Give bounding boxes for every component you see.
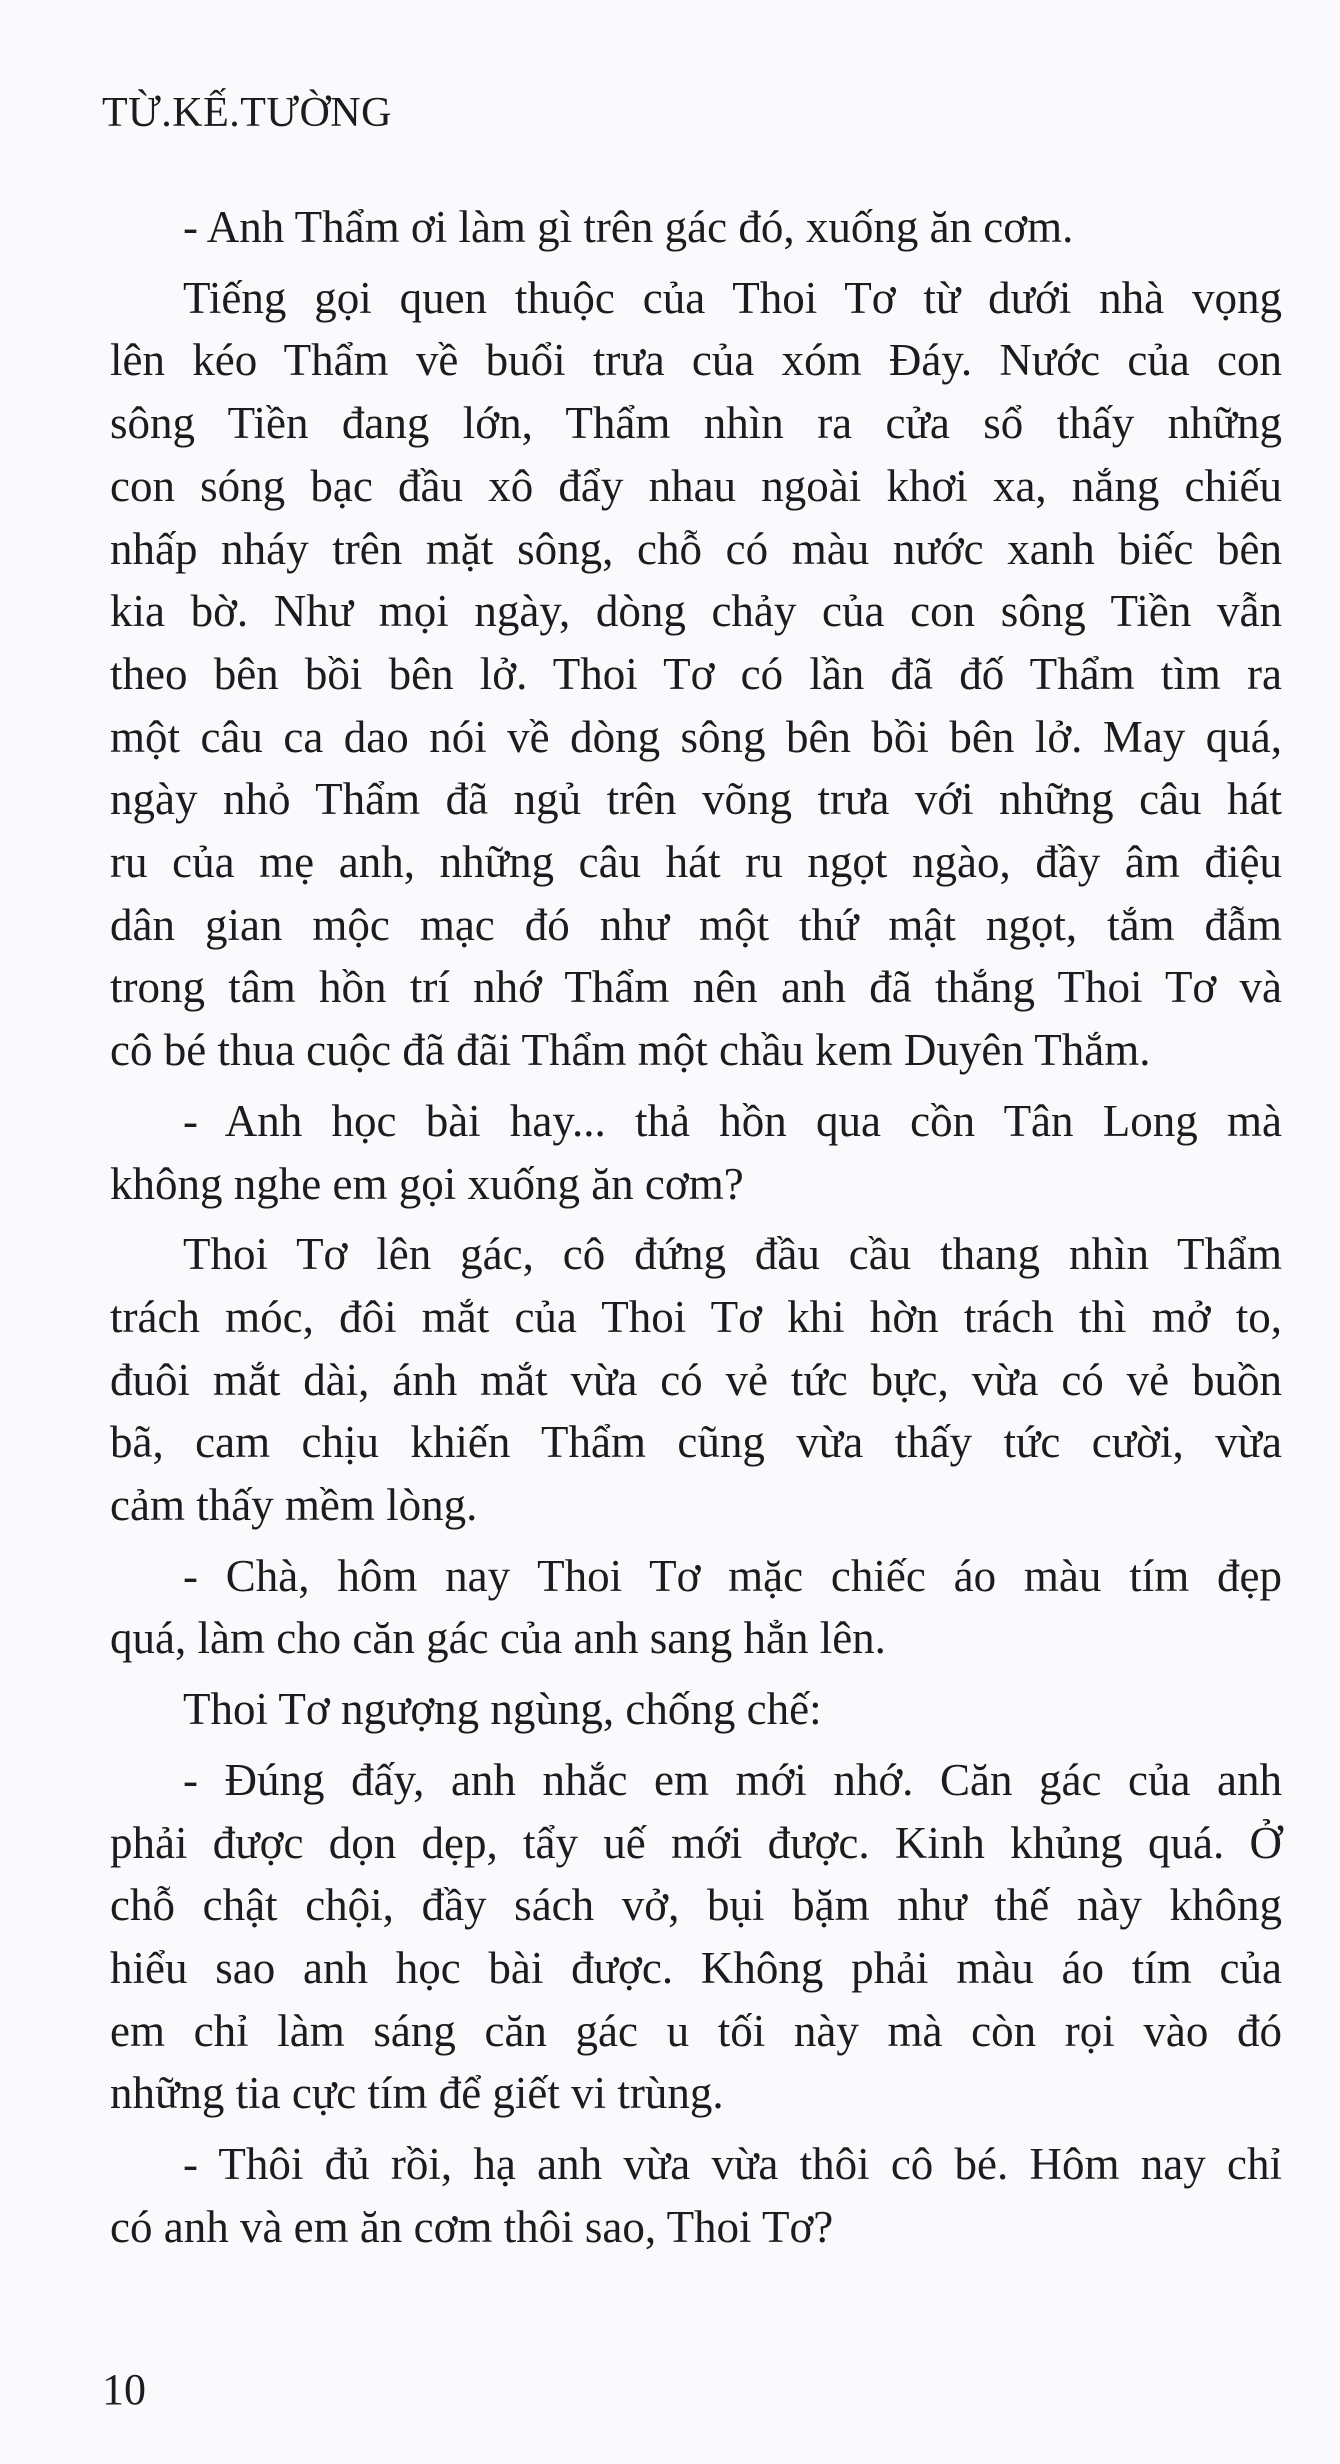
text-line: đuôi mắt dài, ánh mắt vừa có vẻ tức bực, vừa có vẻ buồn [110,1354,1282,1405]
text-line: ngày nhỏ Thẩm đã ngủ trên võng trưa với những câu hát [110,774,1282,825]
text-line: dân gian mộc mạc đó như một thứ mật ngọt, tắm đẫm [110,899,1282,950]
text-line: một câu ca dao nói về dòng sông bên bồi bên lở. May quá, [110,711,1282,762]
text-line: Thoi Tơ lên gác, cô đứng đầu cầu thang nhìn Thẩm [183,1229,1282,1280]
text-line: không nghe em gọi xuống ăn cơm? [110,1158,744,1209]
text-line: phải được dọn dẹp, tẩy uế mới được. Kinh khủng quá. Ở [110,1817,1282,1868]
text-line: lên kéo Thẩm về buổi trưa của xóm Đáy. Nước của con [110,335,1282,386]
page-number: 10 [102,2365,146,2414]
text-line: - Thôi đủ rồi, hạ anh vừa vừa thôi cô bé. Hôm nay chỉ [183,2139,1282,2190]
text-line: quá, làm cho căn gác của anh sang hẳn lên. [110,1613,886,1664]
paragraph [110,2133,1282,2258]
text-line: con sóng bạc đầu xô đẩy nhau ngoài khơi xa, nắng chiếu [110,460,1282,511]
running-header: TỪ.KẾ.TƯỜNG [102,90,392,136]
text-line: sông Tiền đang lớn, Thẩm nhìn ra cửa sổ thấy những [110,398,1282,449]
text-line: em chỉ làm sáng căn gác u tối này mà còn rọi vào đó [110,2005,1282,2056]
text-line: - Anh Thẩm ơi làm gì trên gác đó, xuống ăn cơm. [183,202,1074,252]
text-line: trong tâm hồn trí nhớ Thẩm nên anh đã thắng Thoi Tơ và [110,962,1282,1013]
text-line: ru của mẹ anh, những câu hát ru ngọt ngào, đầy âm điệu [110,837,1282,888]
text-line: hiểu sao anh học bài được. Không phải màu áo tím của [110,1942,1282,1993]
paragraph [110,1749,1282,2125]
text-line: - Chà, hôm nay Thoi Tơ mặc chiếc áo màu tím đẹp [183,1550,1282,1601]
paragraph [110,1223,1282,1537]
text-line: cô bé thua cuộc đã đãi Thẩm một chầu kem Duyên Thắm. [110,1025,1151,1076]
text-line: những tia cực tím để giết vi trùng. [110,2068,724,2119]
text-line: Tiếng gọi quen thuộc của Thoi Tơ từ dưới nhà vọng [183,272,1282,323]
paragraph [110,196,1282,259]
text-line: - Đúng đấy, anh nhắc em mới nhớ. Căn gác của anh [183,1754,1282,1805]
text-line: bã, cam chịu khiến Thẩm cũng vừa thấy tức cười, vừa [110,1417,1282,1468]
page-body-text [110,196,1282,2259]
text-line: theo bên bồi bên lở. Thoi Tơ có lần đã đố Thẩm tìm ra [110,648,1282,699]
text-line: - Anh học bài hay... thả hồn qua cồn Tân Long mà [183,1095,1282,1146]
text-line: trách móc, đôi mắt của Thoi Tơ khi hờn trách thì mở to, [110,1291,1282,1342]
paragraph [110,1090,1282,1215]
text-line: chỗ chật chội, đầy sách vở, bụi bặm như thế này không [110,1880,1282,1931]
text-line: kia bờ. Như mọi ngày, dòng chảy của con sông Tiền vẫn [110,586,1282,637]
text-line: cảm thấy mềm lòng. [110,1480,478,1531]
paragraph [110,267,1282,1082]
paragraph [110,1678,1282,1741]
paragraph [110,1545,1282,1670]
text-line: Thoi Tơ ngượng ngùng, chống chế: [183,1684,822,1735]
text-line: có anh và em ăn cơm thôi sao, Thoi Tơ? [110,2201,834,2252]
text-line: nhấp nháy trên mặt sông, chỗ có màu nước xanh biếc bên [110,523,1282,574]
